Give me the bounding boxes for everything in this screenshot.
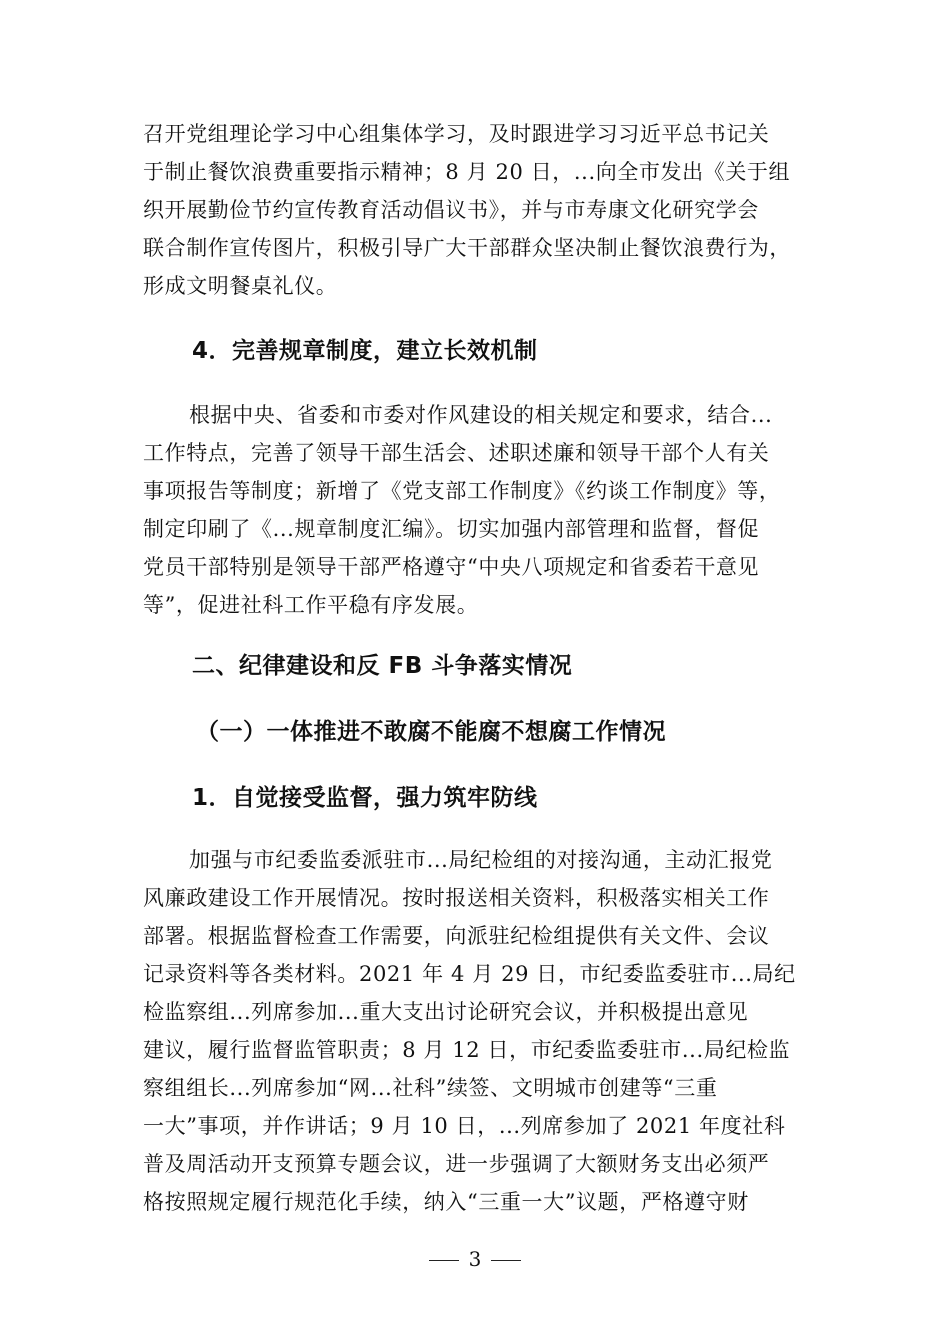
section-heading: 二、纪律建设和反 FB 斗争落实情况	[192, 653, 573, 679]
paragraph-line: 部署。根据监督检查工作需要，向派驻纪检组提供有关文件、会议	[143, 924, 770, 948]
paragraph-line: 察组组长...列席参加“网...社科”续签、文明城市创建等“三重	[143, 1076, 718, 1100]
heading-rules-system: 4．完善规章制度，建立长效机制	[192, 338, 538, 364]
paragraph-line: 织开展勤俭节约宣传教育活动倡议书》，并与市寿康文化研究学会	[143, 198, 759, 222]
subsection-heading: （一）一体推进不敢腐不能腐不想腐工作情况	[196, 719, 666, 745]
paragraph-line: 建议，履行监督监管职责；8 月 12 日，市纪委监委驻市...局纪检监	[143, 1038, 791, 1062]
paragraph-line: 制定印刷了《...规章制度汇编》。切实加强内部管理和监督，督促	[143, 517, 760, 541]
paragraph-line: 党员干部特别是领导干部严格遵守“中央八项规定和省委若干意见	[143, 555, 760, 579]
paragraph-line: 普及周活动开支预算专题会议，进一步强调了大额财务支出必须严	[143, 1152, 770, 1176]
paragraph-line: 事项报告等制度；新增了《党支部工作制度》《约谈工作制度》等，	[143, 479, 781, 503]
paragraph-line: 工作特点，完善了领导干部生活会、述职述廉和领导干部个人有关	[143, 441, 770, 465]
paragraph-line: 加强与市纪委监委派驻市...局纪检组的对接沟通，主动汇报党	[189, 848, 773, 872]
paragraph-line: 风廉政建设工作开展情况。按时报送相关资料，积极落实相关工作	[143, 886, 770, 910]
paragraph-line: 于制止餐饮浪费重要指示精神；8 月 20 日，...向全市发出《关于组	[143, 160, 791, 184]
page-number-value: 3	[468, 1247, 482, 1271]
paragraph-line: 形成文明餐桌礼仪。	[143, 274, 338, 298]
paragraph-line: 等”，促进社科工作平稳有序发展。	[143, 593, 479, 617]
paragraph-line: 联合制作宣传图片，积极引导广大干部群众坚决制止餐饮浪费行为，	[143, 236, 791, 260]
paragraph-continuation	[143, 115, 823, 305]
paragraph-line: 一大”事项，并作讲话；9 月 10 日，...列席参加了 2021 年度社科	[143, 1114, 786, 1138]
dash-right	[491, 1260, 521, 1261]
paragraph-line: 记录资料等各类材料。2021 年 4 月 29 日，市纪委监委驻市...局纪	[143, 962, 796, 986]
paragraph-line: 检监察组...列席参加...重大支出讨论研究会议，并积极提出意见	[143, 1000, 749, 1024]
paragraph-line: 格按照规定履行规范化手续，纳入“三重一大”议题，严格遵守财	[143, 1190, 749, 1214]
heading-supervision: 1．自觉接受监督，强力筑牢防线	[192, 785, 538, 811]
dash-left	[429, 1260, 459, 1261]
paragraph-supervision	[143, 841, 823, 1221]
page-number	[0, 1246, 950, 1272]
paragraph-rules-system	[143, 396, 823, 624]
paragraph-line: 根据中央、省委和市委对作风建设的相关规定和要求，结合...	[189, 403, 773, 427]
paragraph-line: 召开党组理论学习中心组集体学习，及时跟进学习习近平总书记关	[143, 122, 770, 146]
